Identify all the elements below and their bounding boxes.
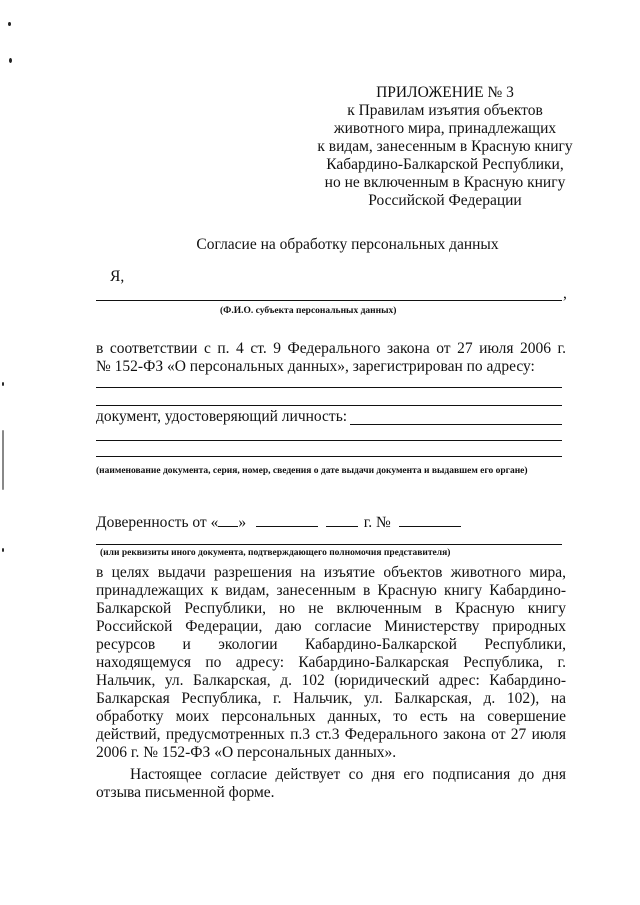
law-reference [96, 340, 566, 376]
header-line: животного мира, принадлежащих [333, 120, 557, 137]
address-line-1 [96, 387, 562, 388]
fio-comma: , [563, 285, 567, 302]
scan-dot [9, 58, 12, 63]
scan-dot [2, 430, 4, 490]
law-line-1: в соответствии с п. 4 ст. 9 Федерального закона от 27 июля 2006 г. [96, 340, 566, 357]
scan-dot [2, 382, 4, 386]
address-line-2 [96, 405, 562, 406]
header-line: Кабардино-Балкарской Республики, [326, 156, 564, 173]
document-title: Согласие на обработку персональных данных [196, 236, 499, 253]
id-document-line [350, 424, 562, 425]
subject-pronoun: Я, [110, 268, 125, 285]
appendix-header [300, 84, 590, 210]
header-line: к видам, занесенным в Красную книгу [317, 138, 573, 155]
appendix-number: ПРИЛОЖЕНИЕ № 3 [376, 84, 514, 101]
header-line: к Правилам изъятия объектов [347, 102, 543, 119]
proxy-line [96, 512, 461, 532]
proxy-caption: (или реквизиты иного документа, подтверждающего полномочия представителя) [100, 548, 451, 558]
fio-caption: (Ф.И.О. субъекта персональных данных) [220, 306, 397, 316]
proxy-details-line [96, 544, 562, 545]
proxy-year-number: г. № [363, 514, 391, 531]
proxy-quote-close: » [238, 514, 247, 531]
id-document-label: документ, удостоверяющий личность: [96, 408, 348, 425]
scan-dot [8, 22, 11, 26]
proxy-day-blank [218, 512, 238, 527]
fio-line [96, 300, 562, 301]
law-line-2: № 152-ФЗ «О персональных данных», зарегистрирован по адресу: [96, 358, 535, 375]
header-line: Российской Федерации [368, 192, 522, 209]
id-document-line-3 [96, 456, 562, 457]
proxy-year-blank [326, 512, 358, 527]
proxy-month-blank [256, 512, 318, 527]
id-document-line-2 [96, 440, 562, 441]
id-document-caption: (наименование документа, серия, номер, сведения о дате выдачи документа и выдавшем его органе) [96, 466, 528, 476]
consent-body [96, 564, 566, 802]
scan-dot [2, 548, 4, 552]
consent-paragraph: в целях выдачи разрешения на изъятие объектов животного мира, принадлежащих к видам, занесенным в Красную книгу Кабардино-Балкарской Республики, но не включенным в Красную книгу Российской Федерации, даю согласие Министерству природных ресурсов и экологии Кабардино-Балкарской Республики, находящемуся по адресу: Кабардино-Балкарская Республика, г. Нальчик, ул. Балкарская, д. 102 (юридический адрес: Кабардино-Балкарская Республика, г. Нальчик, ул. Балкарская, д. 102), на обработку моих персональных данных, то есть на совершение действий, предусмотренных п.3 ст.3 Федерального закона от 27 июля 2006 г. № 152-ФЗ «О персональных данных». [96, 564, 566, 761]
proxy-number-blank [399, 512, 461, 527]
validity-paragraph: Настоящее согласие действует со дня его подписания до дня отзыва письменной форме. [96, 766, 566, 801]
header-line: но не включенным в Красную книгу [324, 174, 566, 191]
proxy-prefix: Доверенность от « [96, 514, 219, 531]
